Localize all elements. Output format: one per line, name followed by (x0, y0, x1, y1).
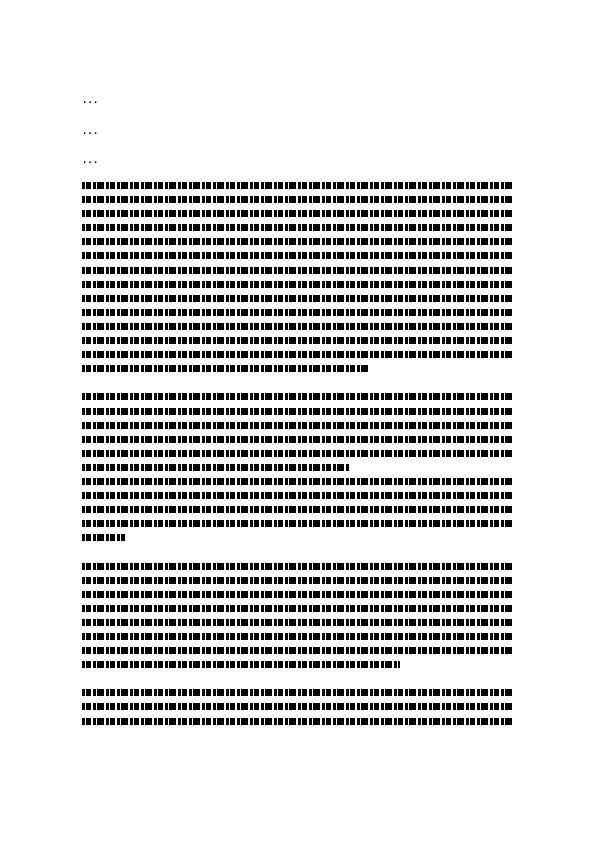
text-line (82, 531, 512, 545)
paragraph-gap (82, 376, 512, 390)
heading-line-3: ... (82, 156, 99, 166)
text-line-bar (82, 464, 349, 471)
text-line (82, 221, 512, 235)
text-line-bar (82, 182, 512, 189)
text-line-bar (82, 633, 512, 640)
text-line-bar (82, 718, 512, 725)
text-line (82, 249, 512, 263)
text-line (82, 390, 512, 404)
text-line-bar (82, 436, 512, 443)
text-line-bar (82, 281, 512, 288)
text-line-bar (82, 577, 512, 584)
text-line-bar (82, 224, 512, 231)
text-line-bar (82, 351, 512, 358)
text-line (82, 715, 512, 729)
text-line-bar (82, 365, 370, 372)
text-line (82, 362, 512, 376)
text-line-bar (82, 563, 512, 570)
text-line-bar (82, 520, 512, 527)
text-line-bar (82, 605, 512, 612)
text-line-bar (82, 210, 512, 217)
text-line (82, 461, 512, 475)
text-line-bar (82, 196, 512, 203)
text-line (82, 686, 512, 700)
heading-line-2: ... (82, 127, 99, 137)
text-line-bar (82, 703, 512, 710)
paragraph (82, 390, 512, 475)
text-line-bar (82, 267, 512, 274)
text-line-bar (82, 647, 512, 654)
text-line (82, 630, 512, 644)
text-line-bar (82, 295, 512, 302)
text-line (82, 489, 512, 503)
text-line-bar (82, 309, 512, 316)
text-line (82, 560, 512, 574)
paragraph (82, 686, 512, 728)
paragraph (82, 475, 512, 545)
text-line-bar (82, 323, 512, 330)
paragraph-gap (82, 545, 512, 559)
text-line (82, 419, 512, 433)
heading-line-1: ... (82, 96, 99, 106)
text-line (82, 207, 512, 221)
text-line-bar (82, 337, 512, 344)
text-line (82, 447, 512, 461)
text-line-bar (82, 422, 512, 429)
text-line (82, 700, 512, 714)
paragraph (82, 179, 512, 376)
text-line (82, 320, 512, 334)
text-line (82, 334, 512, 348)
text-line-bar (82, 506, 512, 513)
text-line-bar (82, 450, 512, 457)
text-line-bar (82, 591, 512, 598)
text-line-bar (82, 238, 512, 245)
text-line-bar (82, 393, 512, 400)
text-line (82, 574, 512, 588)
text-line (82, 475, 512, 489)
text-line (82, 405, 512, 419)
text-line (82, 433, 512, 447)
text-line-bar (82, 534, 125, 541)
text-line-bar (82, 689, 512, 696)
text-line-bar (82, 661, 400, 668)
text-line (82, 193, 512, 207)
text-line (82, 503, 512, 517)
text-line (82, 179, 512, 193)
paragraph-gap (82, 672, 512, 686)
text-line (82, 616, 512, 630)
text-line-bar (82, 478, 512, 485)
text-line (82, 306, 512, 320)
text-line (82, 644, 512, 658)
text-line (82, 235, 512, 249)
text-line (82, 588, 512, 602)
text-line (82, 517, 512, 531)
text-line (82, 658, 512, 672)
text-line-bar (82, 252, 512, 259)
text-line-bar (82, 408, 512, 415)
text-line (82, 602, 512, 616)
text-line (82, 278, 512, 292)
paragraph (82, 560, 512, 673)
text-line-bar (82, 619, 512, 626)
text-line (82, 264, 512, 278)
text-line (82, 292, 512, 306)
text-line (82, 348, 512, 362)
body-text (82, 179, 512, 729)
text-line-bar (82, 492, 512, 499)
